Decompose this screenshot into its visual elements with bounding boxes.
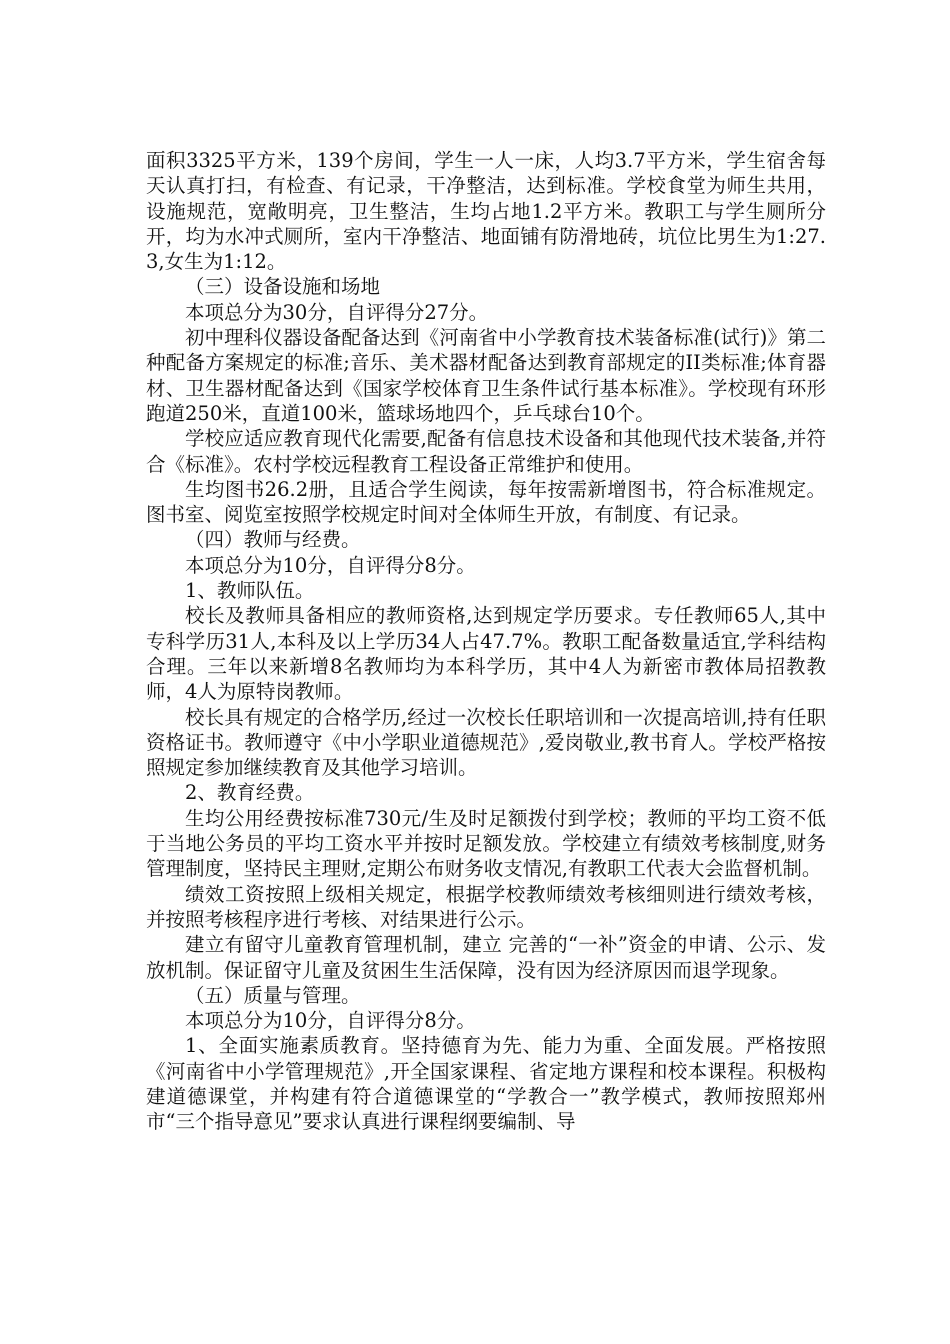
paragraph-1: 面积3325平方米，139个房间，学生一人一床，人均3.7平方米，学生宿舍每天认真打扫，有检查、有记录，干净整洁，达到标准。学校食堂为师生共用，设施规范，宽敞明亮，卫生整洁，生均占地1.2平方米。教职工与学生厕所分开，均为水冲式厕所，室内干净整洁、地面铺有防滑地砖，坑位比男生为1:27.3,女生为1:12。	[146, 149, 826, 274]
subheading-teacher-staff: 1、教师队伍。	[185, 579, 315, 603]
paragraph-it-equipment: 学校应适应教育现代化需要,配备有信息技术设备和其他现代技术装备,并符合《标准》。农村学校远程教育工程设备正常维护和使用。	[146, 427, 826, 476]
paragraph-principal-training: 校长具有规定的合格学历,经过一次校长任职培训和一次提高培训,持有任职资格证书。教师遵守《中小学职业道德规范》,爱岗敬业,教书育人。学校严格按照规定参加继续教育及其他学习培训。	[146, 705, 826, 780]
score-line-equipment: 本项总分为30分，自评得分27分。	[185, 300, 489, 324]
paragraph-teacher-qualification: 校长及教师具备相应的教师资格,达到规定学历要求。专任教师65人,其中专科学历31人,本科及以上学历34人占47.7%。教职工配备数量适宜,学科结构合理。三年以来新增8名教师均为本科学历，其中4人为新密市教体局招教教师，4人为原特岗教师。	[146, 604, 826, 704]
section-heading-quality-management: （五）质量与管理。	[185, 983, 361, 1007]
subheading-education-funds: 2、教育经费。	[185, 781, 315, 805]
paragraph-left-behind-children: 建立有留守儿童教育管理机制，建立 完善的“一补”资金的申请、公示、发放机制。保证留守儿童及贫困生生活保障，没有因为经济原因而退学现象。	[146, 933, 826, 982]
paragraph-quality-education: 1、全面实施素质教育。坚持德育为先、能力为重、全面发展。严格按照《河南省中小学管理规范》,开全国家课程、省定地方课程和校本课程。积极构建道德课堂，并构建有符合道德课堂的“学教合一”教学模式，教师按照郑州市“三个指导意见”要求认真进行课程纲要编制、导	[146, 1034, 826, 1134]
score-line-teachers-funds: 本项总分为10分，自评得分8分。	[185, 553, 476, 577]
paragraph-public-funds: 生均公用经费按标准730元/生及时足额拨付到学校；教师的平均工资不低于当地公务员的平均工资水平并按时足额发放。学校建立有绩效考核制度,财务管理制度，坚持民主理财,定期公布财务收支情况,有教职工代表大会监督机制。	[146, 806, 826, 881]
paragraph-instruments: 初中理科仪器设备配备达到《河南省中小学教育技术装备标准(试行)》第二种配备方案规定的标准;音乐、美术器材配备达到教育部规定的II类标准;体育器材、卫生器材配备达到《国家学校体育卫生条件试行基本标准》。学校现有环形跑道250米，直道100米，篮球场地四个，乒乓球台10个。	[146, 326, 826, 425]
paragraph-library: 生均图书26.2册，且适合学生阅读，每年按需新增图书，符合标准规定。图书室、阅览室按照学校规定时间对全体师生开放，有制度、有记录。	[146, 477, 826, 527]
document-body	[146, 148, 826, 1135]
section-heading-teachers-funds: （四）教师与经费。	[185, 528, 361, 552]
section-heading-equipment: （三）设备设施和场地	[185, 275, 381, 299]
score-line-quality-management: 本项总分为10分，自评得分8分。	[185, 1009, 476, 1033]
paragraph-performance-pay: 绩效工资按照上级相关规定，根据学校教师绩效考核细则进行绩效考核，并按照考核程序进行考核、对结果进行公示。	[146, 882, 826, 931]
